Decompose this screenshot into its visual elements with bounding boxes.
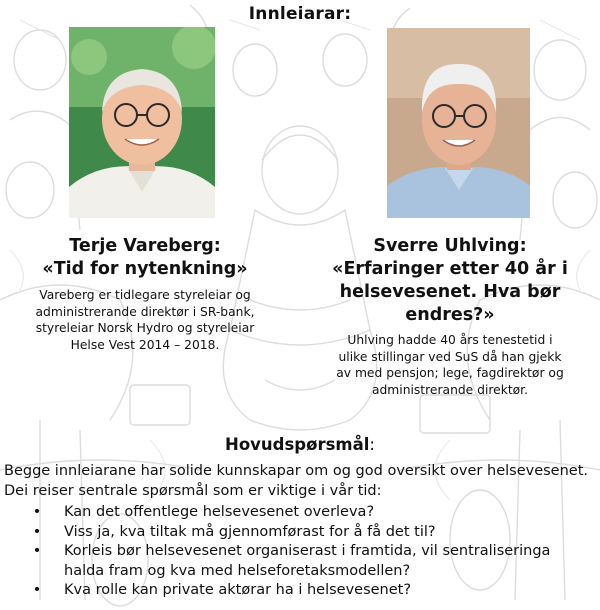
- speaker-photo-terje-vareberg: [69, 27, 215, 218]
- question-text: Kva rolle kan private aktørar ha i helsevesenet?: [64, 582, 412, 598]
- talk-title: «Erfaringer etter 40 år i helsevesenet. Hva bør endres?»: [332, 259, 568, 325]
- bullet-icon: •: [32, 523, 42, 540]
- questions-heading-colon: :: [369, 435, 375, 454]
- bullet-icon: •: [32, 543, 42, 559]
- questions-intro: Begge innleiarane har solide kunnskapar om og god oversikt over helsevesenet. Dei reiser sentrale spørsmål som er viktige i vår tid:: [4, 463, 589, 499]
- list-item: [30, 503, 590, 523]
- speaker-bio: Vareberg er tidlegare styreleiar og administrerande direktør i SR-bank, styreleiar Norsk Hydro og styreleiar Helse Vest 2014 – 2018.: [35, 288, 255, 352]
- list-item: [30, 523, 590, 543]
- speaker-block-terje-vareberg: [0, 235, 290, 353]
- speaker-block-sverre-uhlving: [300, 235, 600, 398]
- question-text: Korleis bør helsevesenet organiserast i framtida, vil sentraliseringa halda fram og kva med helseforetaksmodellen?: [64, 543, 551, 579]
- list-item: [30, 542, 590, 581]
- speaker-name: Terje Vareberg:: [69, 236, 221, 256]
- bullet-icon: •: [32, 582, 42, 598]
- questions-heading-text: Hovudspørsmål: [225, 435, 370, 454]
- question-text: Kan det offentlege helsevesenet overleva?: [64, 504, 375, 520]
- list-item: [30, 581, 590, 601]
- speaker-name: Sverre Uhlving:: [373, 236, 527, 256]
- question-text: Viss ja, kva tiltak må gjennomførast for å få det til?: [64, 523, 436, 540]
- page-title: Innleiarar:: [248, 4, 352, 24]
- speaker-photo-sverre-uhlving: [387, 28, 530, 218]
- questions-heading: [0, 435, 600, 454]
- bullet-icon: •: [32, 504, 42, 520]
- talk-title: «Tid for nytenkning»: [42, 259, 248, 279]
- speaker-bio: Uhlving hadde 40 års tenestetid i ulike stillingar ved SuS då han gjekk av med pensjon; lege, fagdirektør og administrerande direktør.: [336, 333, 564, 397]
- questions-list: [30, 503, 590, 601]
